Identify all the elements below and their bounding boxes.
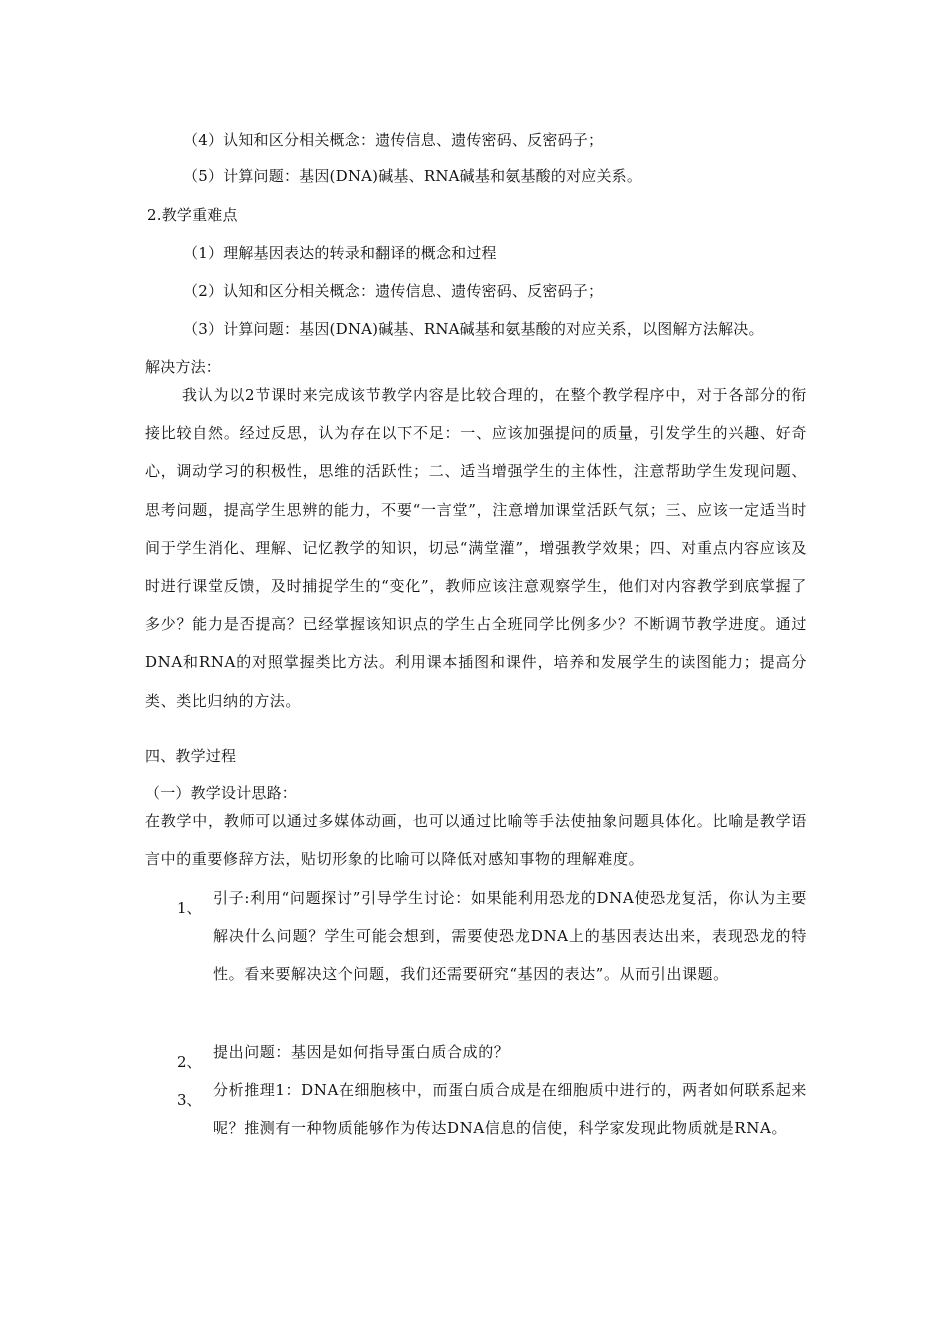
step-number: 3、: [177, 1091, 202, 1109]
key-point-item-1: （1）理解基因表达的转录和翻译的概念和过程: [183, 244, 497, 262]
key-point-item-3: （3）计算问题：基因(DNA)碱基、RNA碱基和氨基酸的对应关系，以图解方法解决。: [183, 320, 764, 338]
step-number: 2、: [177, 1053, 202, 1071]
step-text: 引子:利用“问题探讨”引导学生讨论：如果能利用恐龙的DNA使恐龙复活，你认为主要解决什么问题？学生可能会想到，需要使恐龙DNA上的基因表达出来，表现恐龙的特性。看来要解决这个问题，我们还需要研究“基因的表达”。从而引出课题。: [213, 889, 807, 984]
key-points-heading: 2.教学重难点: [147, 206, 238, 224]
solution-paragraph: 我认为以2节课时来完成该节教学内容是比较合理的，在整个教学程序中，对于各部分的衔接比较自然。经过反思，认为存在以下不足：一、应该加强提问的质量，引发学生的兴趣、好奇心，调动学习的积极性，思维的活跃性；二、适当增强学生的主体性，注意帮助学生发现问题、思考问题，提高学生思辨的能力，不要“一言堂”，注意增加课堂活跃气氛；三、应该一定适当时间于学生消化、理解、记忆教学的知识，切忌“满堂灌”，增强教学效果；四、对重点内容应该及时进行课堂反馈，及时捕捉学生的“变化”，教师应该注意观察学生，他们对内容教学到底掌握了多少？能力是否提高？已经掌握该知识点的学生占全班同学比例多少？不断调节教学进度。通过DNA和RNA的对照掌握类比方法。利用课本插图和课件，培养和发展学生的读图能力；提高分类、类比归纳的方法。: [145, 386, 807, 710]
process-intro: 在教学中，教师可以通过多媒体动画，也可以通过比喻等手法使抽象问题具体化。比喻是教学语言中的重要修辞方法，贴切形象的比喻可以降低对感知事物的理解难度。: [145, 812, 807, 869]
key-point-item-2: （2）认知和区分相关概念：遗传信息、遗传密码、反密码子；: [183, 282, 604, 300]
step-text: 提出问题：基因是如何指导蛋白质合成的？: [213, 1043, 510, 1061]
process-subheading: （一）教学设计思路：: [145, 784, 298, 802]
objective-item-4: （4）认知和区分相关概念：遗传信息、遗传密码、反密码子；: [183, 131, 604, 149]
step-number: 1、: [177, 899, 202, 917]
solution-heading: 解决方法：: [145, 358, 222, 376]
process-heading: 四、教学过程: [145, 747, 237, 765]
step-text: 分析推理1：DNA在细胞核中，而蛋白质合成是在细胞质中进行的，两者如何联系起来呢？推测有一种物质能够作为传达DNA信息的信使，科学家发现此物质就是RNA。: [213, 1081, 807, 1138]
objective-item-5: （5）计算问题：基因(DNA)碱基、RNA碱基和氨基酸的对应关系。: [183, 167, 643, 185]
